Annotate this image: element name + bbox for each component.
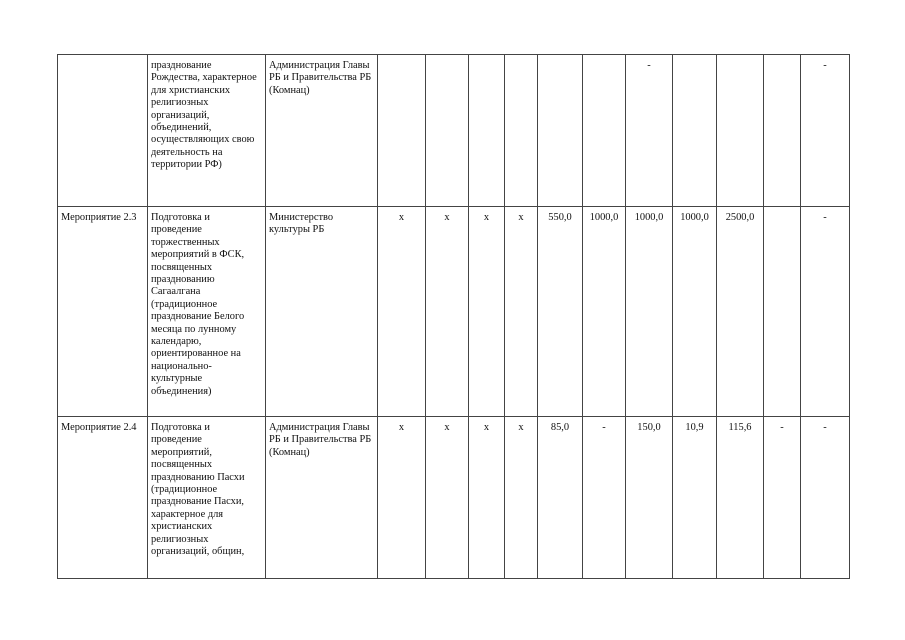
value-cell: 85,0: [538, 417, 583, 579]
value-cell: 1000,0: [626, 207, 673, 417]
value-cell: x: [469, 207, 505, 417]
executor-cell: Министерство культуры РБ: [266, 207, 378, 417]
executor-cell: Администрация Главы РБ и Правительства РБ (Комнац): [266, 55, 378, 207]
value-cell: -: [626, 55, 673, 207]
value-cell: x: [505, 417, 538, 579]
value-cell: 1000,0: [673, 207, 717, 417]
value-cell: [717, 55, 764, 207]
value-cell: -: [801, 207, 850, 417]
table-body: [58, 55, 850, 579]
program-activities-table: [57, 54, 850, 579]
value-cell: 150,0: [626, 417, 673, 579]
value-cell: -: [583, 417, 626, 579]
value-cell: [426, 55, 469, 207]
value-cell: [673, 55, 717, 207]
activity-description-cell: Подготовка и проведение торжественных мероприятий в ФСК, посвященных празднованию Сагаалгана (традиционное празднование Белого месяца по лунному календарю, ориентированное на национально-культурные объединения): [148, 207, 266, 417]
value-cell: -: [801, 55, 850, 207]
value-cell: -: [801, 417, 850, 579]
value-cell: [505, 55, 538, 207]
table-row: [58, 207, 850, 417]
value-cell: x: [469, 417, 505, 579]
activity-description-cell: Подготовка и проведение мероприятий, посвященных празднованию Пасхи (традиционное празднование Пасхи, характерное для христианских религиозных организаций, общин,: [148, 417, 266, 579]
value-cell: 550,0: [538, 207, 583, 417]
value-cell: 2500,0: [717, 207, 764, 417]
activity-name-cell: Мероприятие 2.4: [58, 417, 148, 579]
value-cell: [764, 55, 801, 207]
value-cell: -: [764, 417, 801, 579]
value-cell: 115,6: [717, 417, 764, 579]
activity-name-cell: [58, 55, 148, 207]
table-row: [58, 55, 850, 207]
executor-cell: Администрация Главы РБ и Правительства РБ (Комнац): [266, 417, 378, 579]
value-cell: [469, 55, 505, 207]
value-cell: [538, 55, 583, 207]
value-cell: x: [426, 207, 469, 417]
value-cell: [583, 55, 626, 207]
activity-name-cell: Мероприятие 2.3: [58, 207, 148, 417]
table-row: [58, 417, 850, 579]
value-cell: [764, 207, 801, 417]
value-cell: x: [378, 417, 426, 579]
value-cell: 10,9: [673, 417, 717, 579]
value-cell: 1000,0: [583, 207, 626, 417]
value-cell: [378, 55, 426, 207]
activity-description-cell: празднование Рождества, характерное для христианских религиозных организаций, объединений, осуществляющих свою деятельность на территории РФ): [148, 55, 266, 207]
value-cell: x: [505, 207, 538, 417]
value-cell: x: [426, 417, 469, 579]
value-cell: x: [378, 207, 426, 417]
